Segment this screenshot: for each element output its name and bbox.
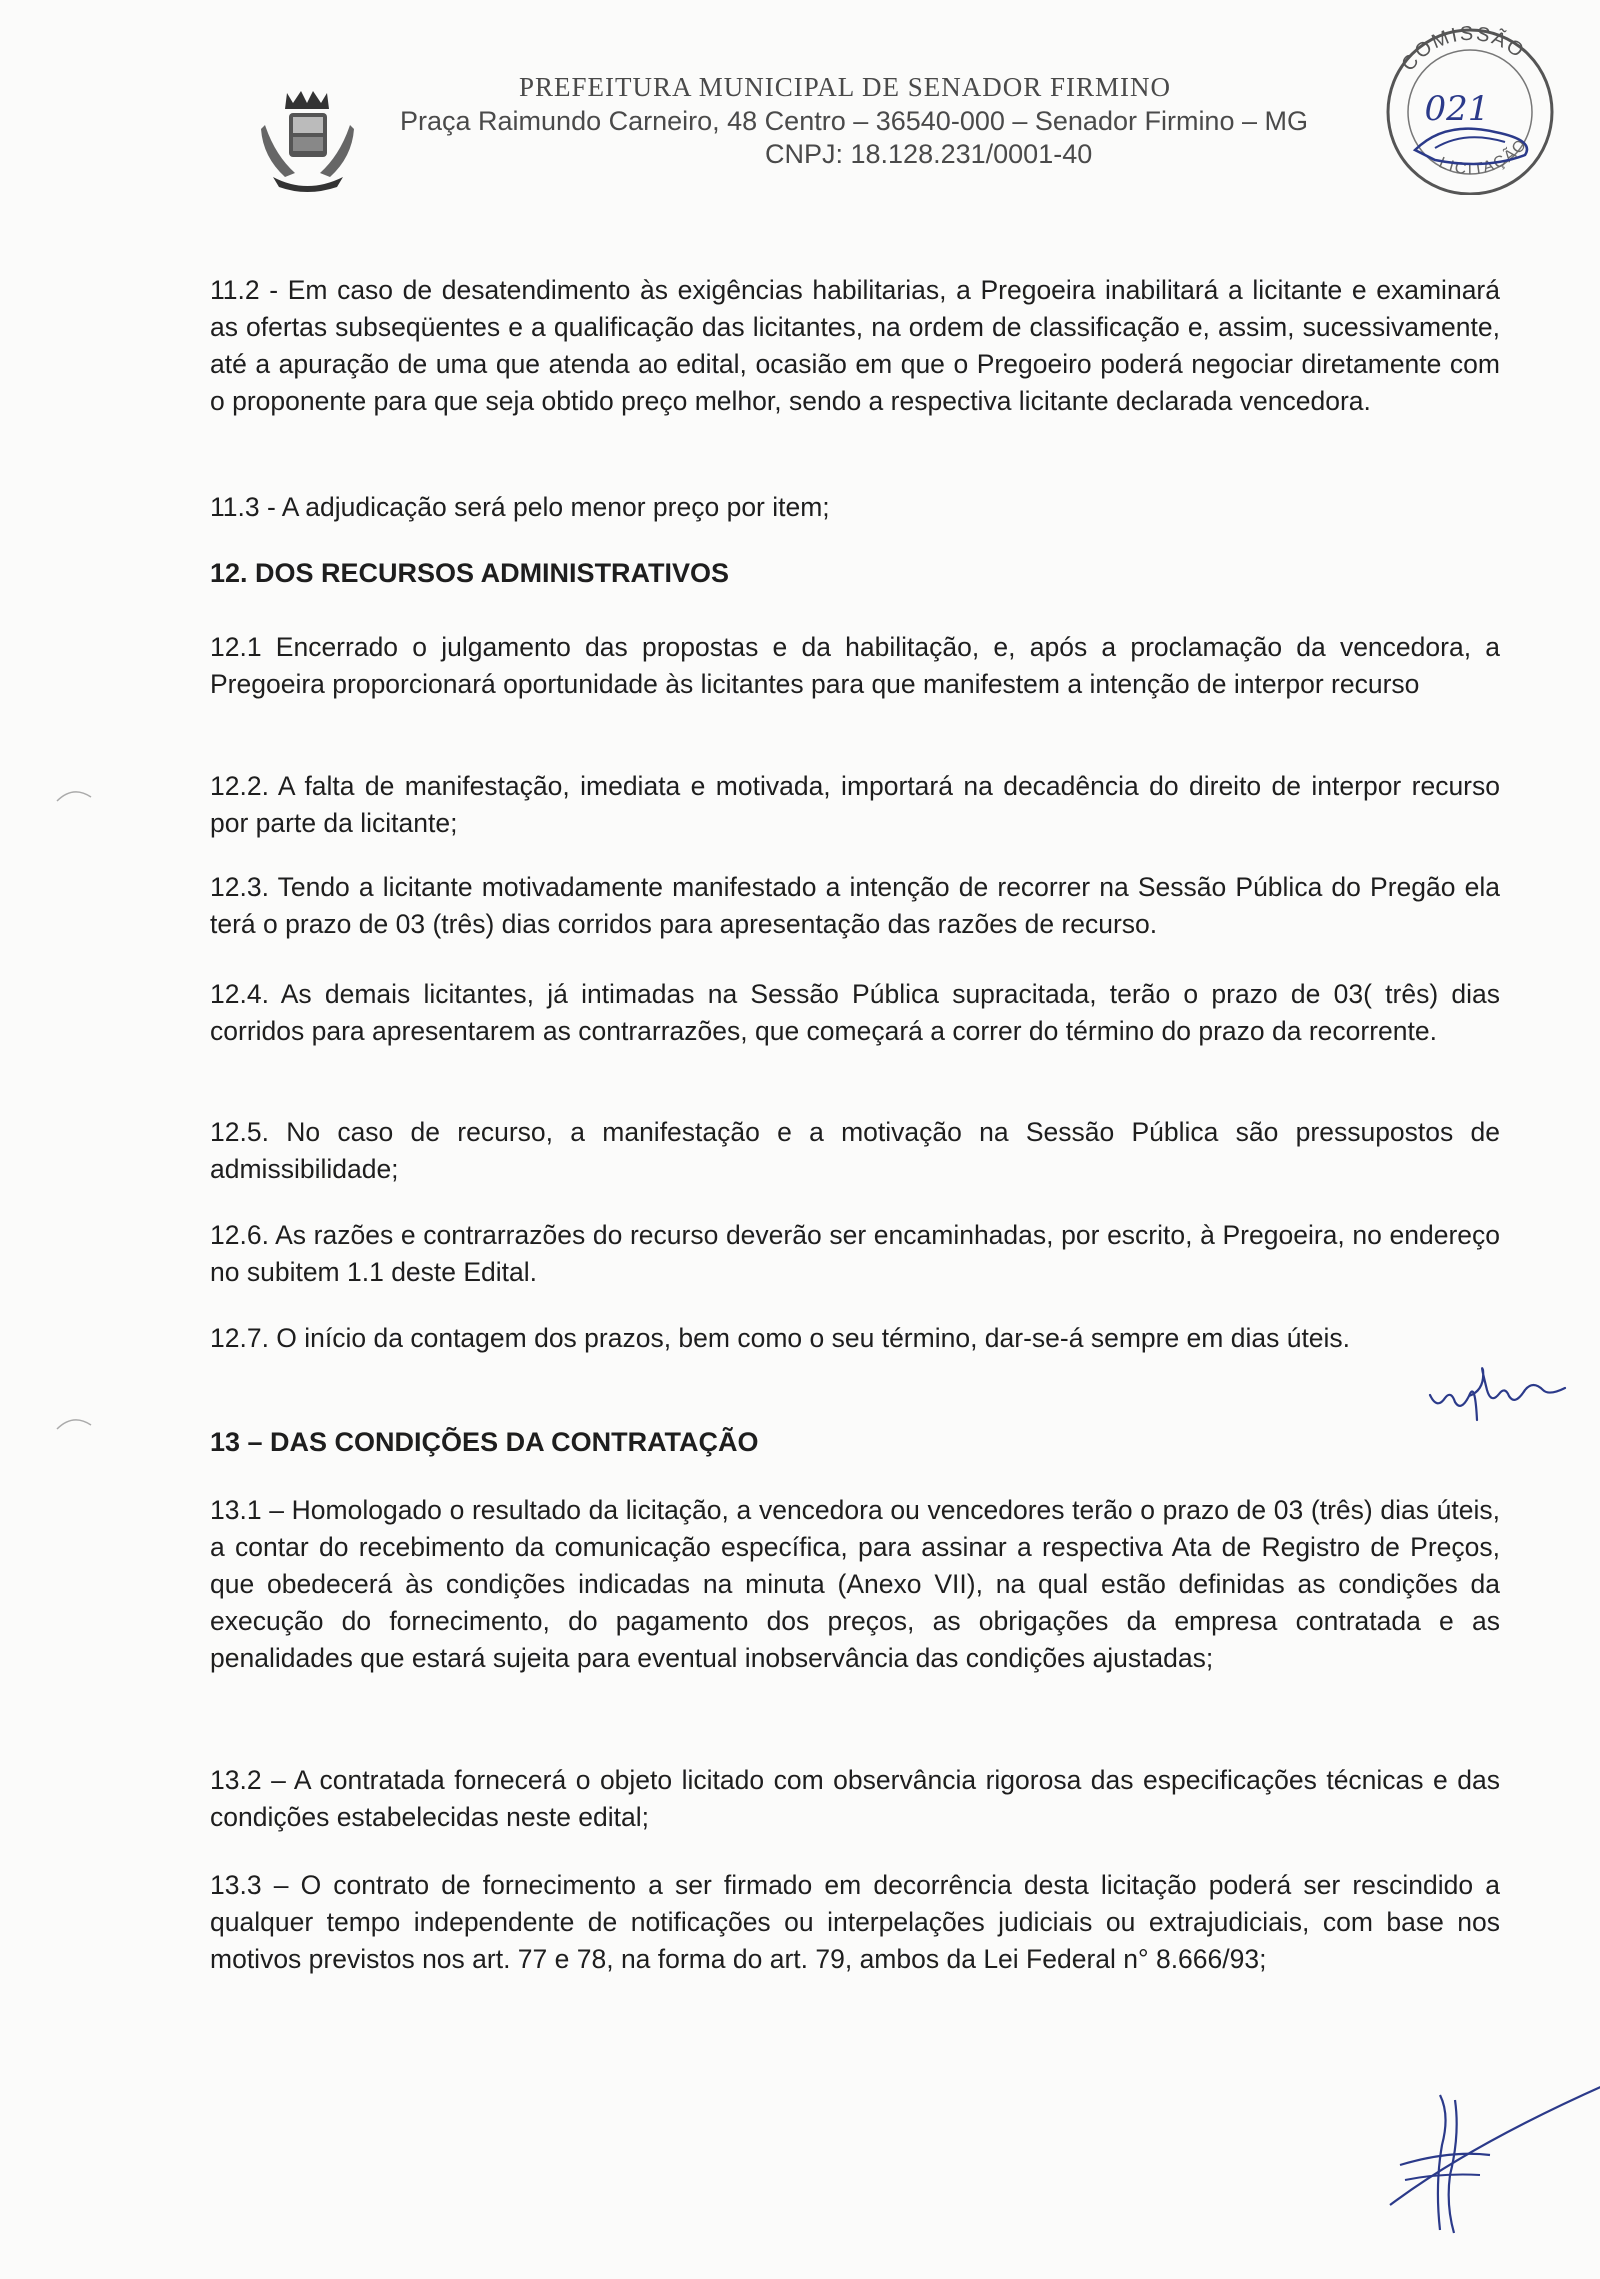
clause-12-6: 12.6. As razões e contrarrazões do recurso deverão ser encaminhadas, por escrito, à Pregoeira, no endereço no subitem 1.1 deste Edital. bbox=[210, 1220, 1500, 1287]
handwritten-signature bbox=[1380, 2055, 1600, 2245]
clause-11-3: 11.3 - A adjudicação será pelo menor preço por item; bbox=[210, 492, 830, 522]
clause-12-2: 12.2. A falta de manifestação, imediata e motivada, importará na decadência do direito de interpor recurso por parte da licitante; bbox=[210, 771, 1500, 838]
clause-13-1: 13.1 – Homologado o resultado da licitação, a vencedora ou vencedores terão o prazo de 03 (três) dias úteis, a contar do recebimento da comunicação específica, para assinar a respectiva Ata de Registro de Preços, que obedecerá às condições indicadas na minuta (Anexo VII), na qual estão definidas as condições da execução do fornecimento, do pagamento dos preços, as obrigações da empresa contratada e as penalidades que estará sujeita para eventual inobservância das condições ajustadas; bbox=[210, 1495, 1500, 1673]
municipality-address: Praça Raimundo Carneiro, 48 Centro – 36540-000 – Senador Firmino – MG bbox=[400, 106, 1308, 136]
stamp-bottom-text: LICITAÇÃO bbox=[1436, 135, 1532, 179]
scan-mark bbox=[55, 785, 95, 805]
clause-12-3: 12.3. Tendo a licitante motivadamente manifestado a intenção de recorrer na Sessão Pública do Pregão ela terá o prazo de 03 (três) dias corridos para apresentação das razões de recurso. bbox=[210, 872, 1500, 939]
clause-13-2: 13.2 – A contratada fornecerá o objeto licitado com observância rigorosa das especificações técnicas e das condições estabelecidas neste edital; bbox=[210, 1765, 1500, 1832]
commission-stamp bbox=[1375, 20, 1565, 195]
clause-12-7: 12.7. O início da contagem dos prazos, bem como o seu término, dar-se-á sempre em dias úteis. bbox=[210, 1323, 1351, 1353]
svg-text:COMISSÃO bbox=[1397, 23, 1529, 76]
clause-12-1: 12.1 Encerrado o julgamento das propostas e da habilitação, e, após a proclamação da vencedora, a Pregoeira proporcionará oportunidade às licitantes para que manifestem a intenção de interpor recurso bbox=[210, 632, 1500, 699]
scan-mark bbox=[55, 1413, 95, 1433]
clause-13-3: 13.3 – O contrato de fornecimento a ser firmado em decorrência desta licitação poderá ser rescindido a qualquer tempo independente de notificações ou interpelações judiciais ou extrajudiciais, com base nos motivos previstos nos art. 77 e 78, na forma do art. 79, ambos da Lei Federal n° 8.666/93; bbox=[210, 1870, 1500, 1974]
municipality-cnpj: CNPJ: 18.128.231/0001-40 bbox=[765, 139, 1093, 169]
section-heading-13: 13 – DAS CONDIÇÕES DA CONTRATAÇÃO bbox=[210, 1427, 759, 1457]
stamp-top-text: COMISSÃO bbox=[1397, 22, 1530, 76]
clause-12-4: 12.4. As demais licitantes, já intimadas na Sessão Pública supracitada, terão o prazo de 03( três) dias corridos para apresentarem as contrarrazões, que começará a correr do término do prazo da recorrente. bbox=[210, 979, 1500, 1046]
handwritten-initials bbox=[1425, 1360, 1575, 1440]
letterhead bbox=[250, 62, 1390, 182]
clause-11-2: 11.2 - Em caso de desatendimento às exigências habilitarias, a Pregoeira inabilitará a licitante e examinará as ofertas subseqüentes e a qualificação das licitantes, na ordem de classificação e, assim, sucessivamente, até a apuração de uma que atenda ao edital, ocasião em que o Pregoeiro poderá negociar diretamente com o proponente para que seja obtido preço melhor, sendo a respectiva licitante declarada vencedora. bbox=[210, 275, 1500, 416]
stamp-number: 021 bbox=[1424, 89, 1490, 129]
municipality-title: PREFEITURA MUNICIPAL DE SENADOR FIRMINO bbox=[518, 72, 1172, 102]
section-heading-12: 12. DOS RECURSOS ADMINISTRATIVOS bbox=[210, 558, 730, 588]
clause-12-5: 12.5. No caso de recurso, a manifestação e a motivação na Sessão Pública são pressupostos de admissibilidade; bbox=[210, 1117, 1500, 1184]
